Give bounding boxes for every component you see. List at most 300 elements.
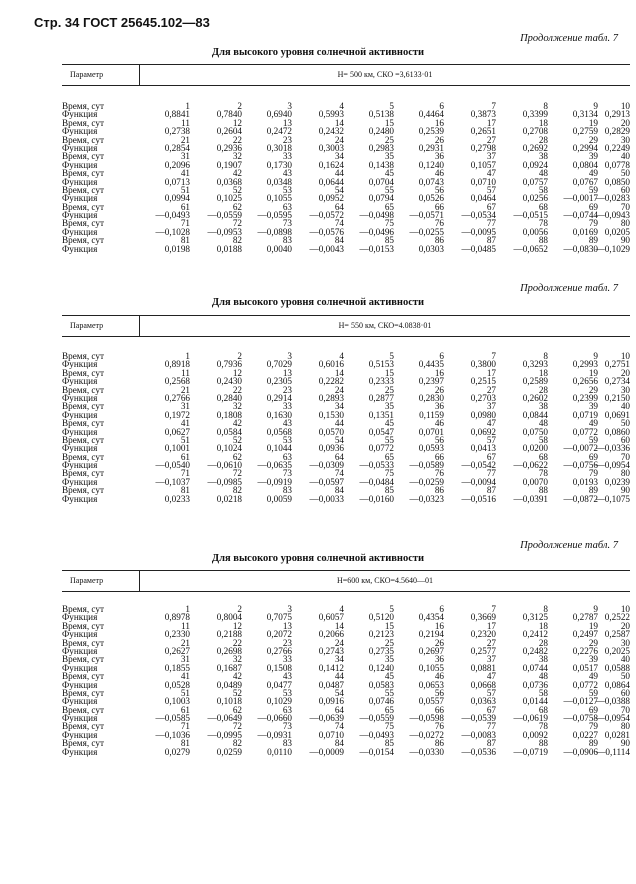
- table-cell: 83: [282, 738, 292, 749]
- table-cell: 11: [181, 117, 190, 128]
- table-cell: 90: [620, 738, 630, 749]
- table-cell: 0,0056: [522, 226, 548, 237]
- table-cell: 0,1972: [164, 409, 190, 420]
- table-cell: 0,4464: [418, 109, 444, 120]
- table-cell: 0,1001: [164, 443, 190, 454]
- table-cell: 0,7075: [266, 612, 292, 623]
- table-cell: 41: [180, 671, 190, 682]
- table-cell: 0,0713: [164, 176, 190, 187]
- table-cell: 68: [538, 201, 548, 212]
- table-cell: 32: [232, 151, 242, 162]
- row-label: Функция: [62, 193, 98, 204]
- table-cell: 0,2766: [266, 645, 292, 656]
- row-label: Функция: [62, 713, 98, 724]
- row-label: Время, сут: [62, 101, 104, 111]
- table-cell: 0,0850: [604, 176, 630, 187]
- table-cell: 0,0701: [418, 426, 444, 437]
- table-cell: 4: [339, 604, 344, 614]
- table-cell: 22: [232, 637, 242, 648]
- table-cell: —0,0017: [563, 193, 598, 204]
- table-cell: 0,2497: [572, 629, 598, 640]
- row-label: Функция: [62, 392, 98, 403]
- table-cell: 0,3293: [522, 359, 548, 370]
- table-cell: 0,0772: [572, 426, 598, 437]
- table-cell: 89: [588, 485, 598, 496]
- table-cell: 0,2589: [522, 376, 548, 387]
- table-cell: 0,0644: [318, 176, 344, 187]
- table-cell: —0,0954: [595, 713, 630, 724]
- table-cell: —0,0534: [461, 210, 496, 221]
- table-cell: 20: [620, 367, 630, 378]
- table-cell: 42: [232, 671, 242, 682]
- table-cell: 0,2305: [266, 376, 292, 387]
- table-cell: —0,0154: [359, 746, 394, 757]
- table-cell: 60: [620, 184, 630, 195]
- table-cell: 0,1240: [418, 159, 444, 170]
- table-cell: 80: [620, 468, 630, 479]
- table-cell: 80: [620, 218, 630, 229]
- table-cell: —0,1036: [155, 729, 190, 740]
- table-cell: 12: [232, 117, 242, 128]
- table-cell: 50: [620, 168, 630, 179]
- row-label: Функция: [62, 226, 98, 237]
- table-cell: 0,0994: [164, 193, 190, 204]
- table-cell: 85: [384, 485, 394, 496]
- table-cell: 58: [538, 687, 548, 698]
- table-cell: 21: [180, 637, 190, 648]
- table-cell: —0,0585: [155, 713, 190, 724]
- table-cell: 67: [486, 704, 496, 715]
- table-cell: 0,3669: [470, 612, 496, 623]
- table-cell: —0,0985: [207, 476, 242, 487]
- table-cell: 84: [334, 235, 344, 246]
- table-cell: 0,2025: [604, 645, 630, 656]
- table-cell: —0,0597: [309, 476, 344, 487]
- table-cell: —0,0391: [513, 493, 548, 504]
- table-cell: —0,0639: [309, 713, 344, 724]
- table-cell: 43: [282, 168, 292, 179]
- table-cell: 30: [620, 384, 630, 395]
- table-cell: 0,0227: [572, 729, 598, 740]
- row-label: Время, сут: [62, 351, 104, 361]
- table-cell: —0,0744: [563, 210, 598, 221]
- table-cell: —0,0953: [207, 226, 242, 237]
- table-cell: 56: [434, 434, 444, 445]
- table-cell: 62: [232, 704, 242, 715]
- table-cell: 52: [232, 184, 242, 195]
- table-cell: 63: [282, 451, 292, 462]
- table-cell: 31: [180, 401, 190, 412]
- table-cell: 0,0767: [572, 176, 598, 187]
- table-cell: 30: [620, 134, 630, 145]
- table-cell: 60: [620, 687, 630, 698]
- row-label: Время, сут: [62, 384, 104, 395]
- table-cell: 67: [486, 451, 496, 462]
- row-label: Время, сут: [62, 168, 104, 179]
- table-cell: 79: [588, 218, 598, 229]
- table-cell: 16: [434, 367, 444, 378]
- table-cell: 0,0169: [572, 226, 598, 237]
- row-label: Время, сут: [62, 218, 104, 229]
- table-cell: 28: [538, 134, 548, 145]
- row-label: Функция: [62, 159, 98, 170]
- table-cell: 77: [486, 468, 496, 479]
- table-cell: 14: [334, 367, 344, 378]
- table-cell: 58: [538, 184, 548, 195]
- row-label: Время, сут: [62, 235, 104, 246]
- table-cell: 0,2877: [368, 392, 394, 403]
- table-cell: 47: [486, 418, 496, 429]
- table-cell: 36: [434, 654, 444, 665]
- row-label: Функция: [62, 662, 98, 673]
- row-label: Время, сут: [62, 671, 104, 682]
- table-cell: 0,0844: [522, 409, 548, 420]
- table-cell: 38: [538, 401, 548, 412]
- table-cell: 72: [232, 721, 242, 732]
- table-cell: —0,0572: [309, 210, 344, 221]
- table-cell: 0,0413: [470, 443, 496, 454]
- table-cell: —0,0919: [257, 476, 292, 487]
- table-cell: 45: [384, 168, 394, 179]
- table-cell: 11: [181, 620, 190, 631]
- table-cell: 33: [282, 654, 292, 665]
- table-cell: 61: [180, 451, 190, 462]
- row-label: Функция: [62, 612, 98, 623]
- table-cell: —0,0598: [409, 713, 444, 724]
- row-label: Время, сут: [62, 117, 104, 128]
- row-label: Время, сут: [62, 134, 104, 145]
- table-cell: 53: [282, 184, 292, 195]
- row-label: Время, сут: [62, 418, 104, 429]
- table-cell: 48: [538, 671, 548, 682]
- table-cell: 12: [232, 620, 242, 631]
- table-cell: 37: [486, 401, 496, 412]
- table-cell: 6: [439, 101, 444, 111]
- table-cell: 0,0692: [470, 426, 496, 437]
- table-cell: 58: [538, 434, 548, 445]
- table-cell: —0,0009: [309, 746, 344, 757]
- table-cell: 72: [232, 218, 242, 229]
- table-cell: 0,2759: [572, 126, 598, 137]
- row-label: Функция: [62, 629, 98, 640]
- table-cell: 18: [538, 117, 548, 128]
- row-label: Время, сут: [62, 604, 104, 614]
- table-cell: 78: [538, 721, 548, 732]
- table-cell: —0,0931: [257, 729, 292, 740]
- table-cell: 0,1018: [216, 696, 242, 707]
- table-cell: —0,0309: [309, 460, 344, 471]
- table-cell: 0,0348: [266, 176, 292, 187]
- table-cell: 0,5120: [368, 612, 394, 623]
- table-cell: 0,3873: [470, 109, 496, 120]
- table-cell: 18: [538, 367, 548, 378]
- table-cell: 35: [384, 401, 394, 412]
- row-label: Функция: [62, 142, 98, 153]
- table-cell: 50: [620, 418, 630, 429]
- table-cell: 0,1530: [318, 409, 344, 420]
- table-cell: 0,0259: [216, 746, 242, 757]
- table-cell: 48: [538, 168, 548, 179]
- table-cell: 82: [232, 485, 242, 496]
- table-cell: 42: [232, 418, 242, 429]
- table-cell: 22: [232, 384, 242, 395]
- table-cell: 0,0778: [604, 159, 630, 170]
- table-cell: 7: [491, 351, 496, 361]
- table-cell: 44: [334, 418, 344, 429]
- table-cell: 0,2480: [368, 126, 394, 137]
- table-cell: 34: [334, 654, 344, 665]
- table-header-1: [62, 64, 630, 86]
- row-label: Время, сут: [62, 367, 104, 378]
- table-cell: 84: [334, 738, 344, 749]
- table-cell: 67: [486, 201, 496, 212]
- table-cell: 40: [620, 401, 630, 412]
- table-cell: 0,2399: [572, 392, 598, 403]
- table-cell: —0,0576: [309, 226, 344, 237]
- table-cell: 74: [334, 218, 344, 229]
- table-cell: 59: [588, 184, 598, 195]
- table-cell: 0,0188: [216, 243, 242, 254]
- table-cell: 0,2734: [604, 376, 630, 387]
- table-cell: 0,1024: [216, 443, 242, 454]
- table-cell: 7: [491, 101, 496, 111]
- table-cell: 83: [282, 235, 292, 246]
- row-label: Функция: [62, 109, 98, 120]
- table-cell: 20: [620, 620, 630, 631]
- table-cell: 0,1159: [419, 409, 444, 420]
- table-cell: 0,6057: [318, 612, 344, 623]
- table-cell: 2: [237, 101, 242, 111]
- table-cell: 37: [486, 151, 496, 162]
- table-cell: 27: [486, 384, 496, 395]
- table-cell: 60: [620, 434, 630, 445]
- table-cell: 23: [282, 134, 292, 145]
- table-cell: 70: [620, 451, 630, 462]
- row-label: Время, сут: [62, 704, 104, 715]
- table-cell: 40: [620, 654, 630, 665]
- row-label: Функция: [62, 126, 98, 137]
- table-cell: 35: [384, 654, 394, 665]
- table-cell: 0,1412: [318, 662, 344, 673]
- table-cell: 23: [282, 637, 292, 648]
- table-cell: 0,4435: [418, 359, 444, 370]
- table-cell: 18: [538, 620, 548, 631]
- table-cell: 76: [434, 468, 444, 479]
- table-header-2: [62, 315, 630, 337]
- table-cell: 0,2708: [522, 126, 548, 137]
- table-cell: 55: [384, 184, 394, 195]
- table-cell: 14: [334, 117, 344, 128]
- table-cell: 0,2282: [318, 376, 344, 387]
- table-cell: —0,0283: [595, 193, 630, 204]
- table-cell: 0,3003: [318, 142, 344, 153]
- table-cell: 8: [543, 351, 548, 361]
- table-cell: 0,0040: [266, 243, 292, 254]
- table-cell: 25: [384, 134, 394, 145]
- table-cell: 79: [588, 721, 598, 732]
- row-label: Функция: [62, 210, 98, 221]
- table-cell: 0,1438: [368, 159, 394, 170]
- row-label: Функция: [62, 476, 98, 487]
- table-cell: 0,0526: [418, 193, 444, 204]
- table-cell: 0,2936: [216, 142, 242, 153]
- table-cell: 38: [538, 654, 548, 665]
- table-cell: 11: [181, 367, 190, 378]
- table-cell: 89: [588, 738, 598, 749]
- table-cell: 0,0746: [368, 696, 394, 707]
- table-cell: 0,2150: [604, 392, 630, 403]
- table-title-3: Для высокого уровня солнечной активности: [211, 553, 425, 564]
- table-cell: 0,2829: [604, 126, 630, 137]
- table-cell: 0,7936: [216, 359, 242, 370]
- row-label: Функция: [62, 493, 98, 504]
- table-cell: 0,2766: [164, 392, 190, 403]
- table-cell: —0,0094: [461, 476, 496, 487]
- table-cell: 82: [232, 235, 242, 246]
- row-label: Время, сут: [62, 151, 104, 162]
- table-cell: 66: [434, 451, 444, 462]
- row-label: Время, сут: [62, 401, 104, 412]
- table-cell: 0,0281: [604, 729, 630, 740]
- table-cell: 0,6940: [266, 109, 292, 120]
- table-cell: 16: [434, 620, 444, 631]
- table-cell: 0,0710: [318, 729, 344, 740]
- table-cell: —0,0083: [461, 729, 496, 740]
- table-cell: —0,0330: [409, 746, 444, 757]
- table-cell: 87: [486, 738, 496, 749]
- row-label: Функция: [62, 746, 98, 757]
- table-cell: —0,1029: [595, 243, 630, 254]
- table-cell: 0,2840: [216, 392, 242, 403]
- table-cell: 70: [620, 704, 630, 715]
- table-cell: 35: [384, 151, 394, 162]
- table-cell: 0,2194: [418, 629, 444, 640]
- table-cell: —0,0033: [309, 493, 344, 504]
- table-cell: 6: [439, 604, 444, 614]
- table-cell: 85: [384, 738, 394, 749]
- table-cell: 27: [486, 637, 496, 648]
- table-cell: 15: [384, 620, 394, 631]
- table-cell: 0,0588: [604, 662, 630, 673]
- table-cell: 0,2515: [470, 376, 496, 387]
- table-cell: 0,0794: [368, 193, 394, 204]
- table-cell: 33: [282, 151, 292, 162]
- table-cell: —0,0153: [359, 243, 394, 254]
- table-cell: 0,0110: [267, 746, 292, 757]
- table-cell: 0,0557: [418, 696, 444, 707]
- table-cell: 64: [334, 704, 344, 715]
- table-cell: —0,0533: [359, 460, 394, 471]
- table-cell: 31: [180, 654, 190, 665]
- table-cell: 0,2472: [266, 126, 292, 137]
- table-cell: 80: [620, 721, 630, 732]
- table-cell: 55: [384, 434, 394, 445]
- table-cell: 61: [180, 201, 190, 212]
- table-cell: 0,1044: [266, 443, 292, 454]
- altitude-header-cell: H= 500 км, СКО =3,6133·01: [337, 70, 433, 79]
- row-label: Время, сут: [62, 201, 104, 212]
- table-cell: 0,0363: [470, 696, 496, 707]
- row-label: Функция: [62, 176, 98, 187]
- table-cell: 22: [232, 134, 242, 145]
- table-cell: 0,0059: [266, 493, 292, 504]
- table-cell: 16: [434, 117, 444, 128]
- table-cell: 5: [389, 604, 394, 614]
- table-cell: 0,1240: [368, 662, 394, 673]
- table-cell: 4: [339, 101, 344, 111]
- table-cell: 88: [538, 235, 548, 246]
- table-cell: 0,2066: [318, 629, 344, 640]
- table-cell: 34: [334, 151, 344, 162]
- table-cell: 0,2993: [572, 359, 598, 370]
- table-cell: 0,0200: [522, 443, 548, 454]
- table-cell: 86: [434, 485, 444, 496]
- table-cell: 31: [180, 151, 190, 162]
- table-cell: —0,0072: [563, 443, 598, 454]
- continuation-label-2: Продолжение табл. 7: [520, 283, 618, 294]
- table-cell: 0,2698: [216, 645, 242, 656]
- table-cell: 90: [620, 235, 630, 246]
- table-cell: 0,2587: [604, 629, 630, 640]
- table-cell: 73: [282, 468, 292, 479]
- table-cell: —0,0830: [563, 243, 598, 254]
- table-cell: 0,0804: [572, 159, 598, 170]
- table-cell: 47: [486, 671, 496, 682]
- table-cell: 41: [180, 168, 190, 179]
- table-cell: 63: [282, 201, 292, 212]
- table-cell: 0,2994: [572, 142, 598, 153]
- table-cell: 0,2604: [216, 126, 242, 137]
- table-cell: 0,0584: [216, 426, 242, 437]
- table-cell: 0,0070: [522, 476, 548, 487]
- table-cell: 0,2412: [522, 629, 548, 640]
- table-cell: 0,1687: [216, 662, 242, 673]
- table-cell: —0,0323: [409, 493, 444, 504]
- table-cell: 0,2931: [418, 142, 444, 153]
- row-label: Функция: [62, 376, 98, 387]
- table-cell: 75: [384, 468, 394, 479]
- table-cell: 49: [588, 168, 598, 179]
- table-cell: 0,6016: [318, 359, 344, 370]
- table-cell: —0,0485: [461, 243, 496, 254]
- table-cell: 0,2539: [418, 126, 444, 137]
- table-cell: 43: [282, 418, 292, 429]
- table-cell: 0,3134: [572, 109, 598, 120]
- table-cell: —0,0635: [257, 460, 292, 471]
- table-cell: 45: [384, 418, 394, 429]
- table-title-1: Для высокого уровня солнечной активности: [211, 47, 425, 58]
- table-cell: 0,0218: [216, 493, 242, 504]
- table-cell: 0,5153: [368, 359, 394, 370]
- table-cell: 49: [588, 671, 598, 682]
- table-cell: 0,0593: [418, 443, 444, 454]
- table-cell: 9: [593, 604, 598, 614]
- table-cell: 32: [232, 401, 242, 412]
- table-cell: 0,0570: [318, 426, 344, 437]
- continuation-label-1: Продолжение табл. 7: [520, 33, 618, 44]
- row-label: Функция: [62, 243, 98, 254]
- table-cell: 59: [588, 687, 598, 698]
- table-cell: 45: [384, 671, 394, 682]
- table-cell: 10: [620, 101, 630, 111]
- table-cell: 0,8841: [164, 109, 190, 120]
- table-cell: —0,0595: [257, 210, 292, 221]
- table-cell: 24: [334, 134, 344, 145]
- table-cell: 26: [434, 637, 444, 648]
- table-cell: 4: [339, 351, 344, 361]
- row-label: Время, сут: [62, 451, 104, 462]
- row-label: Время, сут: [62, 620, 104, 631]
